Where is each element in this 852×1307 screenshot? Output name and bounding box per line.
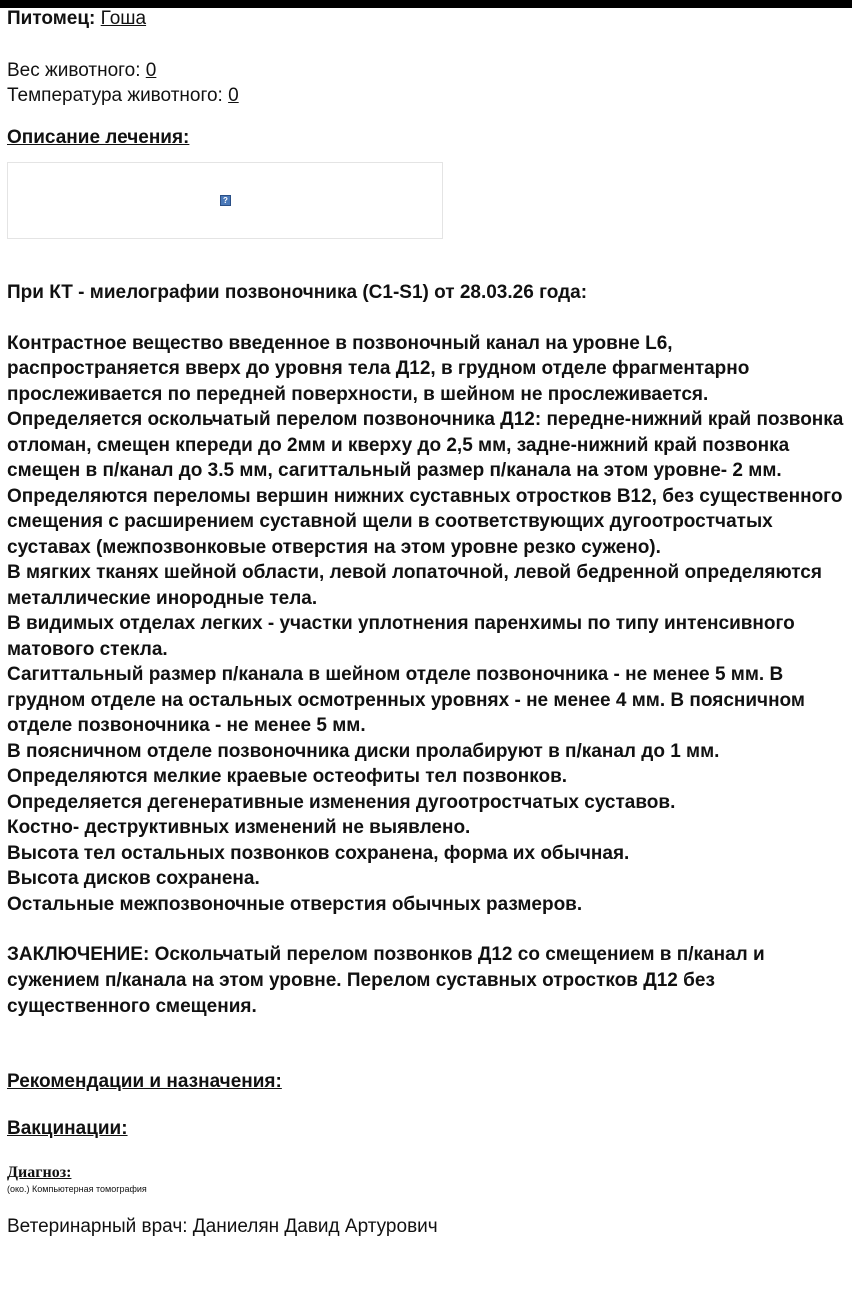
report-paragraph: Высота тел остальных позвонков сохранена, форма их обычная. — [7, 842, 630, 864]
ct-report — [7, 280, 845, 917]
report-paragraph: В видимых отделах легких - участки уплотнения паренхимы по типу интенсивного матового стекла. — [7, 613, 795, 660]
pet-label: Питомец: — [7, 8, 96, 29]
weight-label: Вес животного: — [7, 60, 141, 81]
diagnosis-title: Диагноз: — [7, 1164, 72, 1181]
weight-value-link[interactable]: 0 — [145, 60, 157, 81]
report-paragraph: Остальные межпозвоночные отверстия обычных размеров. — [7, 893, 583, 915]
top-status-bar — [0, 0, 852, 8]
treatment-title: Описание лечения: — [7, 127, 190, 148]
treatment-image-frame — [7, 162, 443, 239]
temperature-label: Температура животного: — [7, 85, 223, 106]
report-paragraph: Костно- деструктивных изменений не выявлено. — [7, 817, 471, 838]
weight-line — [7, 58, 845, 83]
diagnosis-text: (око.) Компьютерная томография — [7, 1184, 147, 1194]
doctor-signature-line: Ветеринарный врач: Даниелян Давид Артурович — [7, 1216, 438, 1237]
report-paragraph: Определяются мелкие краевые остеофиты тел позвонков. — [7, 766, 568, 787]
broken-image-icon: ? — [220, 195, 231, 206]
document-body — [7, 8, 845, 1238]
report-paragraph: В мягких тканях шейной области, левой лопаточной, левой бедренной определяются металлические инородные тела. — [7, 562, 822, 609]
vitals-block — [7, 58, 845, 108]
report-paragraph: Сагиттальный размер п/канала в шейном отделе позвоночника - не менее 5 мм. В грудном отделе на остальных осмотренных уровнях - не менее 4 мм. В поясничном отделе позвоночника - не менее 5 мм. — [7, 664, 805, 736]
report-heading: При КТ - миелографии позвоночника (C1-S1) от 28.03.26 года: — [7, 282, 588, 303]
report-paragraph: Определяется оскольчатый перелом позвоночника Д12: передне-нижний край позвонка отломан, смещен кпереди до 2мм и кверху до 2,5 мм, задне-нижний край позвонка смещен в п/канал до 3.5 мм, сагиттальный размер п/канала на этом уровне- 2 мм. Определяются переломы вершин нижних суставных отростков В12, без существенного смещения с расширением суставной щели в соответствующих дугоотростчатых суставах (межпозвонковые отверстия на этом уровне резко сужено). — [7, 409, 844, 558]
temperature-value-link[interactable]: 0 — [228, 85, 239, 106]
report-conclusion: ЗАКЛЮЧЕНИЕ: Оскольчатый перелом позвонков Д12 со смещением в п/канал и сужением п/канала на этом уровне. Перелом суставных отростков Д12 без существенного смещения. — [7, 944, 765, 1017]
recommendations-title: Рекомендации и назначения: — [7, 1071, 282, 1092]
report-paragraph: В поясничном отделе позвоночника диски пролабируют в п/канал до 1 мм. — [7, 740, 720, 762]
report-paragraph: Высота дисков сохранена. — [7, 868, 260, 889]
pet-line — [7, 8, 845, 30]
vaccinations-title: Вакцинации: — [7, 1118, 128, 1139]
temperature-line — [7, 83, 845, 108]
report-paragraph: Контрастное вещество введенное в позвоночный канал на уровне L6, распространяется вверх до уровня тела Д12, в грудном отделе фрагментарно прослеживается по передней поверхности, в шейном не прослеживается. — [7, 332, 750, 405]
report-paragraph: Определяется дегенеративные изменения дугоотростчатых суставов. — [7, 791, 676, 813]
pet-name-link[interactable]: Гоша — [100, 8, 147, 29]
